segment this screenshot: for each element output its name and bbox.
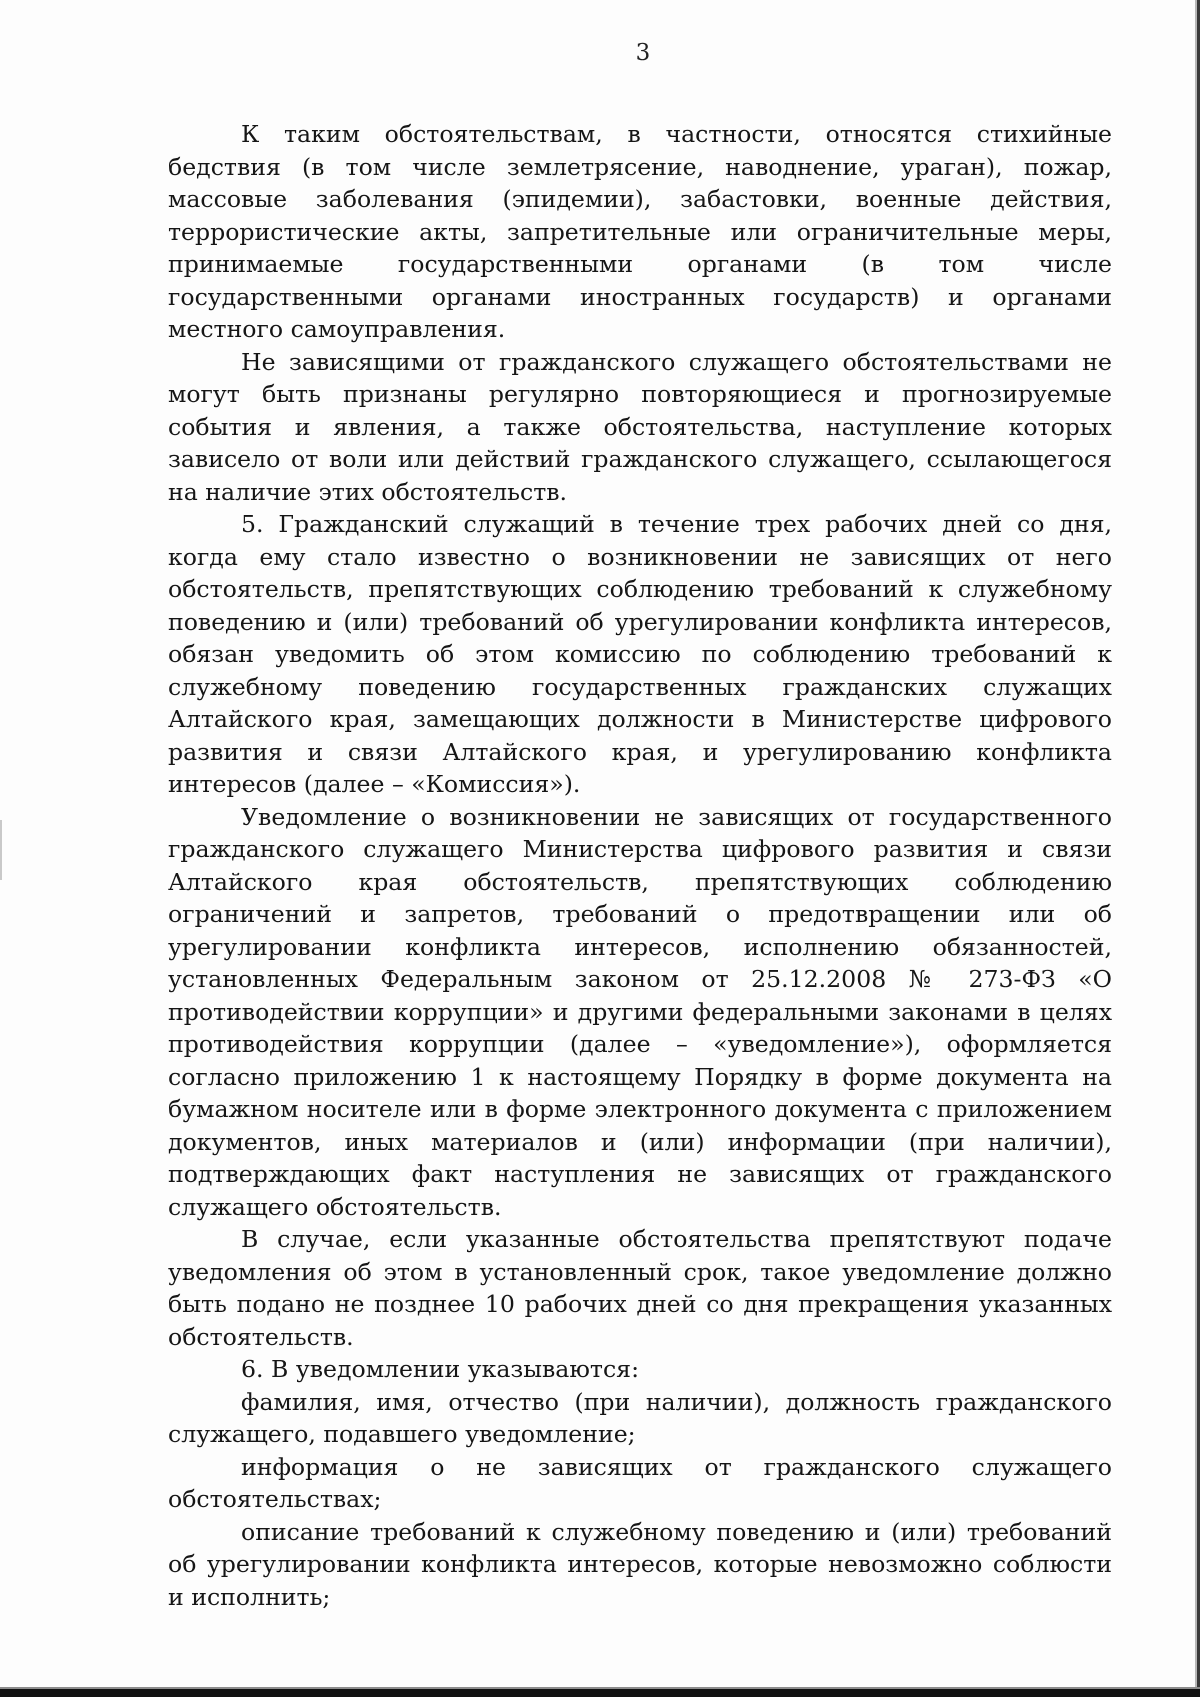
page-number: 3 bbox=[635, 40, 651, 66]
list-item-requirements-description: описание требований к служебному поведению и (или) требований об урегулировании конфликта интересов, которые невозможно соблюсти и исполнить; bbox=[168, 1517, 1112, 1611]
scan-bottom-edge bbox=[0, 1689, 1200, 1697]
paragraph-item-6-heading: 6. В уведомлении указываются: bbox=[241, 1355, 640, 1383]
paragraph-force-majeure-examples: К таким обстоятельствам, в частности, относятся стихийные бедствия (в том числе землетрясение, наводнение, ураган), пожар, массовые заболевания (эпидемии), забастовки, военные действия, террористические акты, запретительные или ограничительные меры, принимаемые государственными органами (в том числе государственными органами иностранных государств) и органами местного самоуправления. bbox=[168, 120, 1112, 343]
list-item-full-name-position: фамилия, имя, отчество (при наличии), должность гражданского служащего, подавшего уведомление; bbox=[168, 1387, 1112, 1448]
paragraph-notification-form: Уведомление о возникновении не зависящих от государственного гражданского служащего Министерства цифрового развития и связи Алтайского края обстоятельств, препятствующих соблюдению ограничений и запретов, требований о предотвращении или об урегулировании конфликта интересов, исполнению обязанностей, установленных Федеральным законом от 25.12.2008 № 273-ФЗ «О противодействии коррупции» и другими федеральными законами в целях противодействия коррупции (далее – «уведомление»), оформляется согласно приложению 1 к настоящему Порядку в форме документа на бумажном носителе или в форме электронного документа с приложением документов, иных материалов и (или) информации (при наличии), подтверждающих факт наступления не зависящих от гражданского служащего обстоятельств. bbox=[168, 802, 1112, 1221]
paragraph-item-5-notification-duty: 5. Гражданский служащий в течение трех рабочих дней со дня, когда ему стало известно о возникновении не зависящих от него обстоятельств, препятствующих соблюдению требований к служебному поведению и (или) требований об урегулировании конфликта интересов, обязан уведомить об этом комиссию по соблюдению требований к служебному поведению государственных гражданских служащих Алтайского края, замещающих должности в Министерстве цифрового развития и связи Алтайского края, и урегулированию конфликта интересов (далее – «Комиссия»). bbox=[168, 510, 1112, 798]
scan-left-edge-mark bbox=[0, 820, 2, 880]
paragraph-late-submission: В случае, если указанные обстоятельства препятствуют подаче уведомления об этом в установленный срок, такое уведомление должно быть подано не позднее 10 рабочих дней со дня прекращения указанных обстоятельств. bbox=[168, 1225, 1112, 1351]
list-item-circumstances-info: информация о не зависящих от гражданского служащего обстоятельствах; bbox=[168, 1452, 1112, 1513]
paragraph-excluded-circumstances: Не зависящими от гражданского служащего обстоятельствами не могут быть признаны регулярно повторяющиеся и прогнозируемые события и явления, а также обстоятельства, наступление которых зависело от воли или действий гражданского служащего, ссылающегося на наличие этих обстоятельств. bbox=[168, 347, 1112, 506]
document-body bbox=[168, 118, 1112, 1613]
